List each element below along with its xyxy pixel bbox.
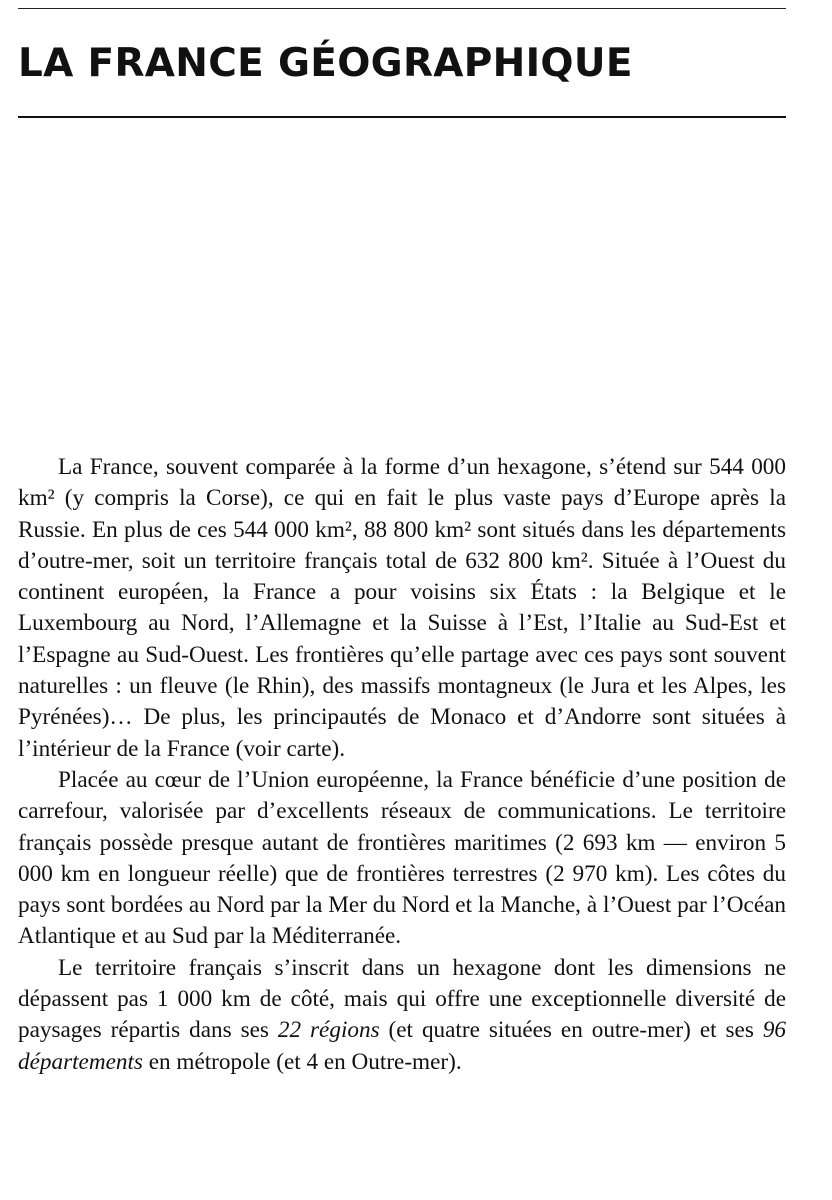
paragraph-2: Placée au cœur de l’Union européenne, la France bénéficie d’une position de carrefour, valorisée par d’excellents réseaux de communications. Le territoire français possède presque autant de frontières maritimes (2 693 km — environ 5 000 km en longueur réelle) que de frontières terrestres (2 970 km). Les côtes du pays sont bordées au Nord par la Mer du Nord et la Manche, à l’Ouest par l’Océan Atlantique et au Sud par la Méditerranée. <box>18 766 786 950</box>
title-underline-rule <box>18 116 786 118</box>
blank-space <box>18 130 786 440</box>
paragraph-3-end: en métropole (et 4 en Outre-mer). <box>142 1048 462 1075</box>
paragraph-3-intro: Le territoire français s’inscrit dans un hexagone dont les dimensions ne dépassent pas 1 000 km de côté, mais qui offre une exceptionnelle diversité de paysages répartis dans ses <box>18 954 786 1044</box>
paragraph-1: La France, souvent comparée à la forme d’un hexagone, s’étend sur 544 000 km² (y compris la Corse), ce qui en fait le plus vaste pays d’Europe après la Russie. En plus de ces 544 000 km², 88 800 km² sont situés dans les départements d’outre-mer, soit un territoire français total de 632 800 km². Située à l’Ouest du continent européen, la France a pour voisins six États : la Belgique et le Luxembourg au Nord, l’Allemagne et la Suisse à l’Est, l’Italie au Sud-Est et l’Espagne au Sud-Ouest. Les frontières qu’elle partage avec ces pays sont souvent naturelles : un fleuve (le Rhin), des massifs montagneux (le Jura et les Alpes, les Pyrénées)… De plus, les principautés de Monaco et d’Andorre sont situées à l’intérieur de la France (voir carte). <box>18 454 786 762</box>
regions-count: 22 régions <box>277 1017 380 1044</box>
paragraph-3 <box>18 953 786 1078</box>
article-body <box>18 452 786 1078</box>
page-title: LA FRANCE GÉOGRAPHIQUE <box>18 41 633 86</box>
top-rule <box>18 8 786 9</box>
departements-count: 96 départements <box>18 1017 786 1075</box>
paragraph-3-middle: (et quatre situées en outre-mer) et ses <box>379 1017 763 1044</box>
